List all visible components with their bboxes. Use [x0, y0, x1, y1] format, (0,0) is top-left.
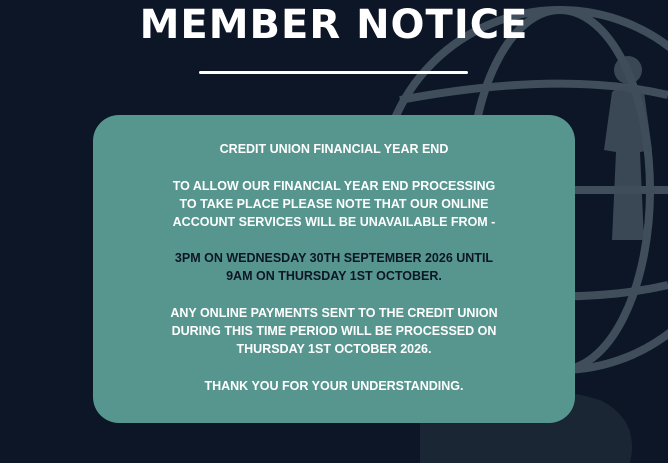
notice-heading: CREDIT UNION FINANCIAL YEAR END: [219, 142, 449, 156]
intro-line-1: TO ALLOW OUR FINANCIAL YEAR END PROCESSING: [172, 179, 496, 193]
notice-card: [93, 115, 575, 423]
payments-line-3: THURSDAY 1ST OCTOBER 2026.: [236, 342, 432, 356]
page-title: MEMBER NOTICE: [139, 2, 529, 48]
intro-line-2: TO TAKE PLACE PLEASE NOTE THAT OUR ONLINE: [179, 197, 489, 211]
title-divider: [199, 71, 468, 74]
period-line-2: 9AM ON THURSDAY 1ST OCTOBER.: [226, 269, 442, 283]
thanks-line: THANK YOU FOR YOUR UNDERSTANDING.: [204, 379, 464, 393]
payments-line-1: ANY ONLINE PAYMENTS SENT TO THE CREDIT UNION: [170, 306, 498, 320]
intro-line-3: ACCOUNT SERVICES WILL BE UNAVAILABLE FROM -: [172, 215, 496, 229]
payments-line-2: DURING THIS TIME PERIOD WILL BE PROCESSED ON: [171, 324, 497, 338]
period-line-1: 3PM ON WEDNESDAY 30TH SEPTEMBER 2026 UNTIL: [174, 251, 494, 265]
